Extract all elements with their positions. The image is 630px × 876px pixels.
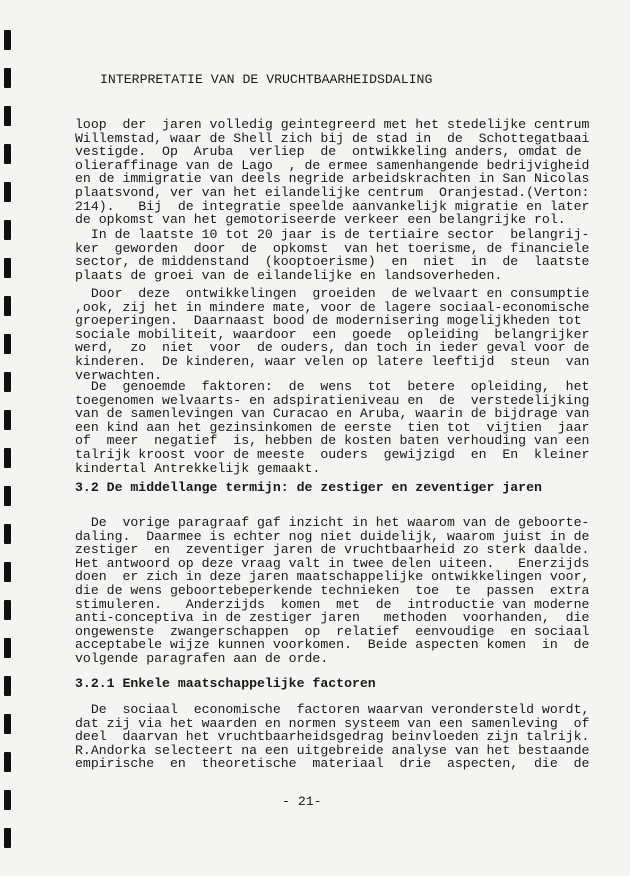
binding-hole (4, 106, 11, 126)
binding-hole (4, 258, 11, 278)
text-line: dat zij via het waarden en normen systeem van een samenleving of (75, 715, 590, 731)
binding-hole (4, 752, 11, 772)
binding-holes (4, 30, 12, 866)
text-line: kinderen. De kinderen, waar velen op latere leeftijd steun van (75, 353, 590, 369)
text-line: verwachten. (75, 367, 163, 383)
text-line: Het antwoord op deze vraag valt in twee delen uiteen. Enerzijds (75, 555, 590, 571)
section-heading-3-2-1: 3.2.1 Enkele maatschappelijke factoren (75, 676, 376, 691)
binding-hole (4, 334, 11, 354)
text-line: anti-conceptiva in de zestiger jaren methoden voorhanden, die (75, 610, 590, 626)
paragraph-5 (75, 515, 590, 666)
text-line: doen er zich in deze jaren maatschappelijke ontwikkelingen voor, (75, 569, 590, 585)
text-line: die de wens geboortebeperkende technieken toe te passen extra (75, 582, 590, 598)
text-line: toegenomen welvaarts- en adspiratieniveau en de verstedelijking (75, 392, 590, 408)
text-line: loop der jaren volledig geintegreerd met het stedelijke centrum (75, 117, 590, 132)
paragraph-1 (75, 117, 590, 228)
text-line: vestigde. Op Aruba verliep de ontwikkeling anders, omdat de (75, 144, 582, 160)
text-line: plaatsvond, ver van het eilandelijke centrum Oranjestad.(Verton: (75, 184, 590, 200)
binding-hole (4, 638, 11, 658)
text-line: Willemstad, waar de Shell zich bij de stad in de Schottegatbaai (75, 130, 590, 146)
text-line: plaats de groei van de eilandelijke en landsoverheden. (75, 267, 503, 283)
text-line: deel daarvan het vruchtbaarheidsgedrag beinvloeden zijn talrijk. (75, 729, 590, 745)
text-line: groeperingen. Daarnaast bood de modernisering mogelijkheden tot (75, 313, 582, 329)
binding-hole (4, 524, 11, 544)
paragraph-2 (75, 227, 590, 283)
binding-hole (4, 790, 11, 810)
binding-hole (4, 144, 11, 164)
running-header: INTERPRETATIE VAN DE VRUCHTBAARHEIDSDALING (100, 72, 433, 87)
binding-hole (4, 372, 11, 392)
text-line: R.Andorka selecteert na een uitgebreide analyse van het bestaande (75, 742, 590, 758)
paragraph-4 (75, 379, 590, 476)
paragraph-6 (75, 702, 590, 772)
binding-hole (4, 410, 11, 430)
text-line: de opkomst van het gemotoriseerde verkeer een belangrijke rol. (75, 212, 566, 228)
text-line: kindertal Antrekkelijk gemaakt. (75, 460, 321, 476)
binding-hole (4, 220, 11, 240)
text-line: van de samenlevingen van Curacao en Aruba, waarin de bijdrage van (75, 406, 590, 422)
text-line: empirische en theoretische materiaal drie aspecten, die de (75, 756, 590, 772)
binding-hole (4, 30, 11, 50)
text-line: sociale mobiliteit, waardoor een goede opleiding belangrijker (75, 326, 590, 342)
text-line: De vorige paragraaf gaf inzicht in het waarom van de geboorte- (75, 515, 590, 530)
text-line: een kind aan het gezinsinkomen de eerste tien tot vijtien jaar (75, 419, 590, 435)
binding-hole (4, 68, 11, 88)
section-heading-3-2: 3.2 De middellange termijn: de zestiger en zeventiger jaren (75, 480, 542, 495)
binding-hole (4, 714, 11, 734)
text-line: en de immigratie van deels negride arbeidskrachten in San Nicolas (75, 171, 590, 187)
text-line: ongewenste zwangerschappen op relatief eenvoudige en sociaal (75, 623, 590, 639)
text-line: olieraffinage van de Lago , de ermee samenhangende bedrijvigheid (75, 157, 590, 173)
text-line: 214). Bij de integratie speelde aanvankelijk migratie en later (75, 198, 590, 214)
binding-hole (4, 676, 11, 696)
text-line: zestiger en zeventiger jaren de vruchtbaarheid zo sterk daalde. (75, 542, 590, 558)
page-number: - 21- (282, 794, 322, 809)
text-line: De genoemde faktoren: de wens tot betere opleiding, het (75, 379, 590, 394)
binding-hole (4, 448, 11, 468)
text-line: volgende paragrafen aan de orde. (75, 650, 329, 666)
text-line: stimuleren. Anderzijds komen met de introductie van moderne (75, 596, 590, 612)
text-line: Door deze ontwikkelingen groeiden de welvaart en consumptie (75, 286, 590, 301)
binding-hole (4, 182, 11, 202)
text-line: In de laatste 10 tot 20 jaar is de tertiaire sector belangrij- (75, 227, 590, 242)
text-line: ,ook, zij het in mindere mate, voor de lagere sociaal-economische (75, 299, 590, 315)
text-line: of meer negatief is, hebben de kosten baten verhouding van een (75, 433, 590, 449)
binding-hole (4, 828, 11, 848)
binding-hole (4, 296, 11, 316)
text-line: talrijk kroost voor de meeste ouders gewijzigd en En kleiner (75, 446, 590, 462)
text-line: ker geworden door de opkomst van het toerisme, de financiele (75, 240, 590, 256)
text-line: werd, zo niet voor de ouders, dan toch in ieder geval voor de (75, 340, 590, 356)
text-line: acceptabele wijze kunnen voorkomen. Beide aspecten komen in de (75, 637, 590, 653)
binding-hole (4, 486, 11, 506)
text-line: De sociaal economische factoren waarvan verondersteld wordt, (75, 702, 590, 717)
text-line: sector, de middenstand (kooptoerisme) en niet in de laatste (75, 254, 590, 270)
paragraph-3 (75, 286, 590, 383)
binding-hole (4, 562, 11, 582)
text-line: daling. Daarmee is echter nog niet duidelijk, waarom juist in de (75, 528, 590, 544)
binding-hole (4, 600, 11, 620)
